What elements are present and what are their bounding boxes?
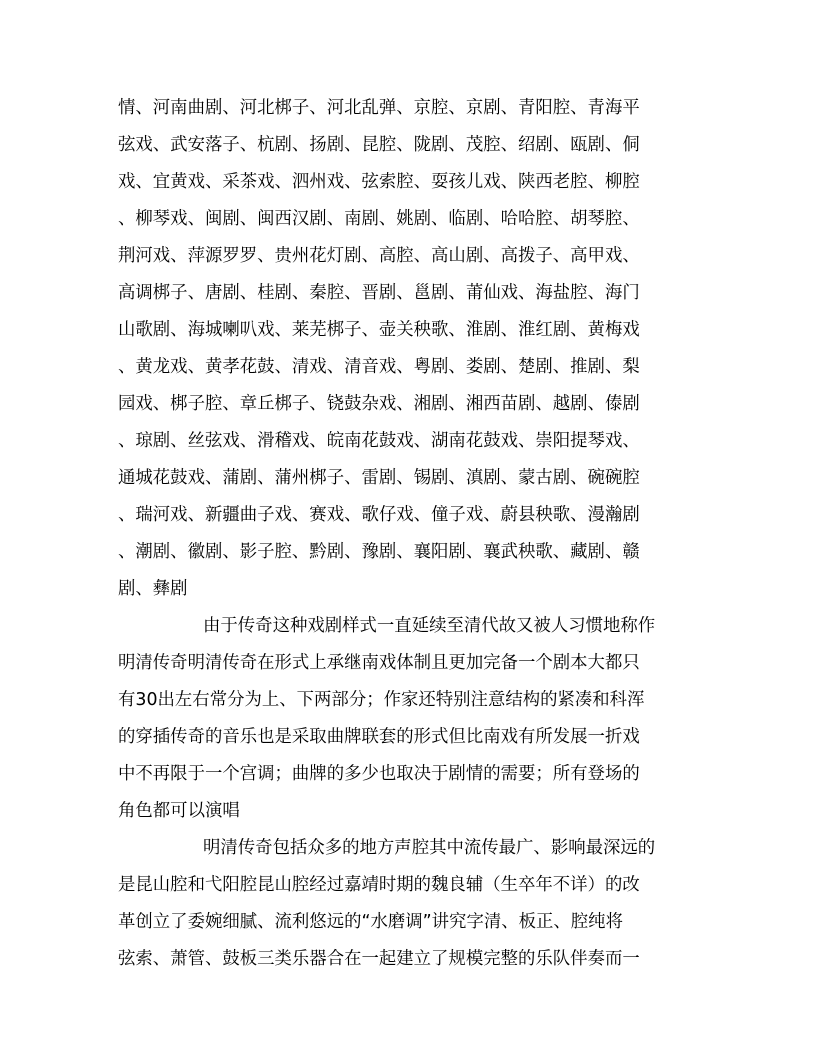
list-line-13: 、潮剧、徽剧、影子腔、黔剧、豫剧、襄阳剧、襄武秧歌、藏剧、赣 [118,542,640,562]
list-line-3: 戏、宜黄戏、采茶戏、泗州戏、弦索腔、耍孩儿戏、陕西老腔、柳腔 [118,172,640,192]
list-line-8: 、黄龙戏、黄孝花鼓、清戏、清音戏、粤剧、娄剧、楚剧、推剧、梨 [118,357,640,377]
list-line-5: 荆河戏、萍源罗罗、贵州花灯剧、高腔、高山剧、高拨子、高甲戏、 [118,246,640,266]
list-line-11: 通城花鼓戏、蒲剧、蒲州梆子、雷剧、锡剧、滇剧、蒙古剧、碗碗腔 [118,468,640,488]
list-line-9: 园戏、梆子腔、章丘梆子、铙鼓杂戏、湘剧、湘西苗剧、越剧、傣剧 [118,394,640,414]
list-line-6: 高调梆子、唐剧、桂剧、秦腔、晋剧、邕剧、莆仙戏、海盐腔、海门 [118,283,640,303]
paragraph-3-line-4: 弦索、萧管、鼓板三类乐器合在一起建立了规模完整的乐队伴奏而一 [118,949,640,969]
list-line-7: 山歌剧、海城喇叭戏、莱芜梆子、壶关秧歌、淮剧、淮红剧、黄梅戏 [118,320,640,340]
paragraph-2-line-6: 角色都可以演唱 [118,801,240,821]
paragraph-2-line-3: 有30出左右常分为上、下两部分；作家还特别注意结构的紧凑和科浑 [118,690,645,710]
list-line-1: 情、河南曲剧、河北梆子、河北乱弹、京腔、京剧、青阳腔、青海平 [118,98,640,118]
paragraph-3-line-1: 明清传奇包括众多的地方声腔其中流传最广、影响最深远的 [203,838,656,858]
list-line-10: 、琼剧、丝弦戏、滑稽戏、皖南花鼓戏、湖南花鼓戏、崇阳提琴戏、 [118,431,640,451]
paragraph-3-line-2: 是昆山腔和弋阳腔昆山腔经过嘉靖时期的魏良辅（生卒年不详）的改 [118,875,640,895]
paragraph-3-line-3: 革创立了委婉细腻、流利悠远的“水磨调”讲究字清、板正、腔纯将 [118,912,623,932]
paragraph-2-line-4: 的穿插传奇的音乐也是采取曲牌联套的形式但比南戏有所发展一折戏 [118,727,640,747]
list-line-14: 剧、彝剧 [118,579,188,599]
list-line-12: 、瑞河戏、新疆曲子戏、赛戏、歌仔戏、僮子戏、蔚县秧歌、漫瀚剧 [118,505,640,525]
paragraph-2-line-2: 明清传奇明清传奇在形式上承继南戏体制且更加完备一个剧本大都只 [118,653,640,673]
paragraph-2-line-5: 中不再限于一个宫调；曲牌的多少也取决于剧情的需要；所有登场的 [118,764,640,784]
list-line-4: 、柳琴戏、闽剧、闽西汉剧、南剧、姚剧、临剧、哈哈腔、胡琴腔、 [118,209,640,229]
paragraph-2-line-1: 由于传奇这种戏剧样式一直延续至清代故又被人习惯地称作 [203,616,656,636]
list-line-2: 弦戏、武安落子、杭剧、扬剧、昆腔、陇剧、茂腔、绍剧、瓯剧、侗 [118,135,640,155]
